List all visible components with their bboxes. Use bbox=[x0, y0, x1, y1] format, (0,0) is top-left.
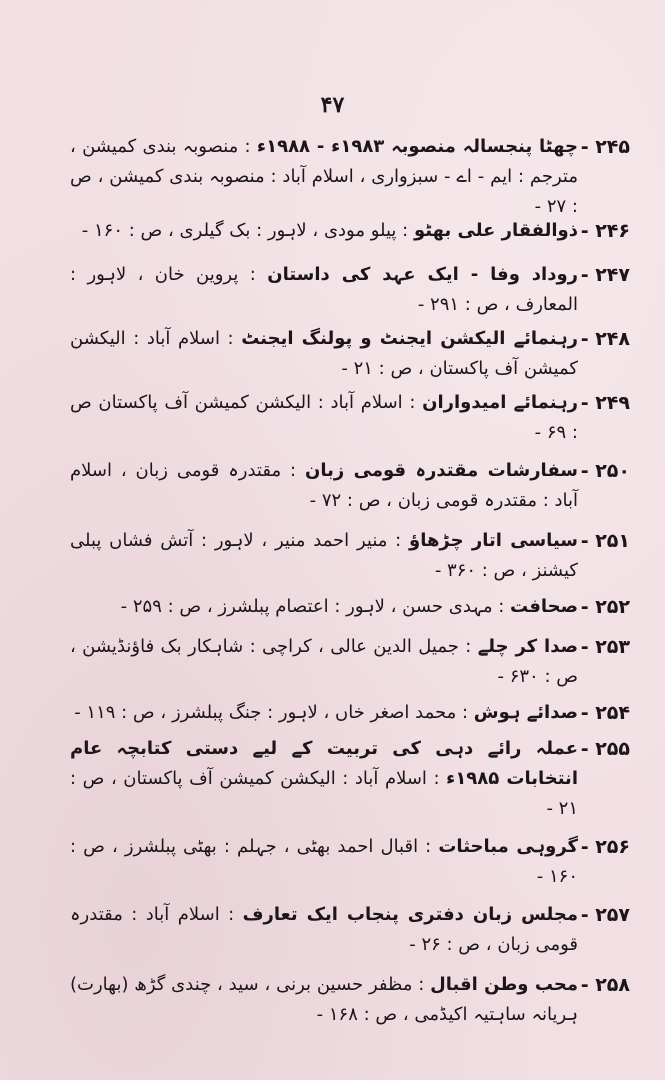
bibliography-entry bbox=[70, 216, 630, 260]
bibliography-entry bbox=[70, 324, 630, 388]
entry-title: رہنمائے امیدواران bbox=[422, 392, 578, 413]
bibliography-list bbox=[70, 132, 630, 1036]
entry-title: ذوالفقار علی بھٹو bbox=[413, 220, 578, 241]
entry-title: سفارشات مقتدرہ قومی زبان bbox=[304, 460, 578, 481]
entry-details: : جمیل الدین عالی ، کراچی : شاہکار بک فاؤنڈیشن ، ص : ۶۳۰ - bbox=[70, 636, 578, 687]
entry-title: صدائے ہوش bbox=[473, 702, 578, 723]
entry-details: : اقبال احمد بھٹی ، جہلم : بھٹی پبلشرز ، ص : ۱۶۰ - bbox=[70, 836, 578, 887]
entry-text bbox=[70, 592, 578, 622]
bibliography-entry bbox=[70, 260, 630, 324]
entry-text bbox=[70, 260, 578, 320]
bibliography-entry bbox=[70, 698, 630, 734]
entry-text bbox=[70, 832, 578, 892]
bibliography-entry bbox=[70, 632, 630, 698]
entry-title: روداد وفا - ایک عہد کی داستان bbox=[267, 264, 578, 285]
entry-text bbox=[70, 734, 578, 824]
entry-number: ۲۵۵ - bbox=[580, 738, 630, 760]
bibliography-entry bbox=[70, 592, 630, 632]
page-number: ۴۷ bbox=[320, 92, 345, 118]
entry-text bbox=[70, 632, 578, 692]
entry-details: : پیلو مودی ، لاہور : بک گیلری ، ص : ۱۶۰ - bbox=[81, 220, 409, 241]
entry-title: عملہ رائے دہی کی تربیت کے لیے دستی کتابچہ عام انتخابات ۱۹۸۵ء bbox=[70, 738, 578, 789]
entry-text bbox=[70, 388, 578, 448]
entry-details: : مہدی حسن ، لاہور : اعتصام پبلشرز ، ص : ۲۵۹ - bbox=[120, 596, 505, 617]
entry-number: ۲۵۷ - bbox=[580, 904, 630, 926]
entry-number: ۲۵۶ - bbox=[580, 836, 630, 858]
entry-text bbox=[70, 526, 578, 586]
entry-title: صحافت bbox=[510, 596, 578, 617]
entry-number: ۲۵۱ - bbox=[580, 530, 630, 552]
entry-number: ۲۴۷ - bbox=[580, 264, 630, 286]
entry-text bbox=[70, 456, 578, 516]
entry-text bbox=[70, 970, 578, 1030]
entry-number: ۲۴۸ - bbox=[580, 328, 630, 350]
entry-text bbox=[70, 216, 578, 246]
entry-number: ۲۵۸ - bbox=[580, 974, 630, 996]
bibliography-entry bbox=[70, 132, 630, 216]
entry-text bbox=[70, 900, 578, 960]
entry-details: : اسلام آباد : الیکشن کمیشن آف پاکستان ، ص : ۲۱ - bbox=[70, 768, 578, 819]
bibliography-entry bbox=[70, 526, 630, 592]
entry-details: : اسلام آباد : الیکشن کمیشن آف پاکستان ، ص : ۲۱ - bbox=[70, 328, 578, 379]
entry-title: چھٹا پنجسالہ منصوبہ ۱۹۸۳ء - ۱۹۸۸ء bbox=[256, 136, 578, 157]
bibliography-entry bbox=[70, 388, 630, 456]
entry-title: سیاسی اتار چڑھاؤ bbox=[409, 530, 578, 551]
entry-number: ۲۵۳ - bbox=[580, 636, 630, 658]
entry-title: گروہی مباحثات bbox=[438, 836, 579, 857]
bibliography-entry bbox=[70, 832, 630, 900]
entry-number: ۲۴۶ - bbox=[580, 220, 630, 242]
entry-number: ۲۴۹ - bbox=[580, 392, 630, 414]
entry-title: صدا کر چلے bbox=[477, 636, 578, 657]
bibliography-entry bbox=[70, 970, 630, 1036]
entry-text bbox=[70, 132, 578, 222]
entry-number: ۲۵۲ - bbox=[580, 596, 630, 618]
bibliography-entry bbox=[70, 900, 630, 970]
entry-details: : محمد اصغر خاں ، لاہور : جنگ پبلشرز ، ص : ۱۱۹ - bbox=[74, 702, 469, 723]
entry-details: : منصوبہ بندی کمیشن ، مترجم : ایم - اے - سبزواری ، اسلام آباد : منصوبہ بندی کمیشن ، ص : ۲۷ - bbox=[70, 136, 578, 217]
entry-details: : مقتدرہ قومی زبان ، اسلام آباد : مقتدرہ قومی زبان ، ص : ۷۲ - bbox=[70, 460, 578, 511]
entry-text bbox=[70, 324, 578, 384]
entry-details: : اسلام آباد : مقتدرہ قومی زبان ، ص : ۲۶ - bbox=[70, 904, 578, 955]
entry-number: ۲۴۵ - bbox=[580, 136, 630, 158]
entry-title: مجلس زبان دفتری پنجاب ایک تعارف bbox=[242, 904, 578, 925]
entry-number: ۲۵۴ - bbox=[580, 702, 630, 724]
bibliography-entry bbox=[70, 456, 630, 526]
entry-details: : منیر احمد منیر ، لاہور : آتش فشاں پبلی کیشنز ، ص : ۳۶۰ - bbox=[70, 530, 578, 581]
entry-number: ۲۵۰ - bbox=[580, 460, 630, 482]
entry-title: محب وطن اقبال bbox=[430, 974, 578, 995]
entry-details: : پروین خان ، لاہور : المعارف ، ص : ۲۹۱ - bbox=[70, 264, 578, 315]
bibliography-entry bbox=[70, 734, 630, 832]
entry-text bbox=[70, 698, 578, 728]
entry-details: : مظفر حسین برنی ، سید ، چندی گڑھ (بھارت) ہریانہ ساہتیہ اکیڈمی ، ص : ۱۶۸ - bbox=[70, 974, 578, 1025]
entry-details: : اسلام آباد : الیکشن کمیشن آف پاکستان ص : ۶۹ - bbox=[70, 392, 578, 443]
entry-title: رہنمائے الیکشن ایجنٹ و پولنگ ایجنٹ bbox=[241, 328, 578, 349]
